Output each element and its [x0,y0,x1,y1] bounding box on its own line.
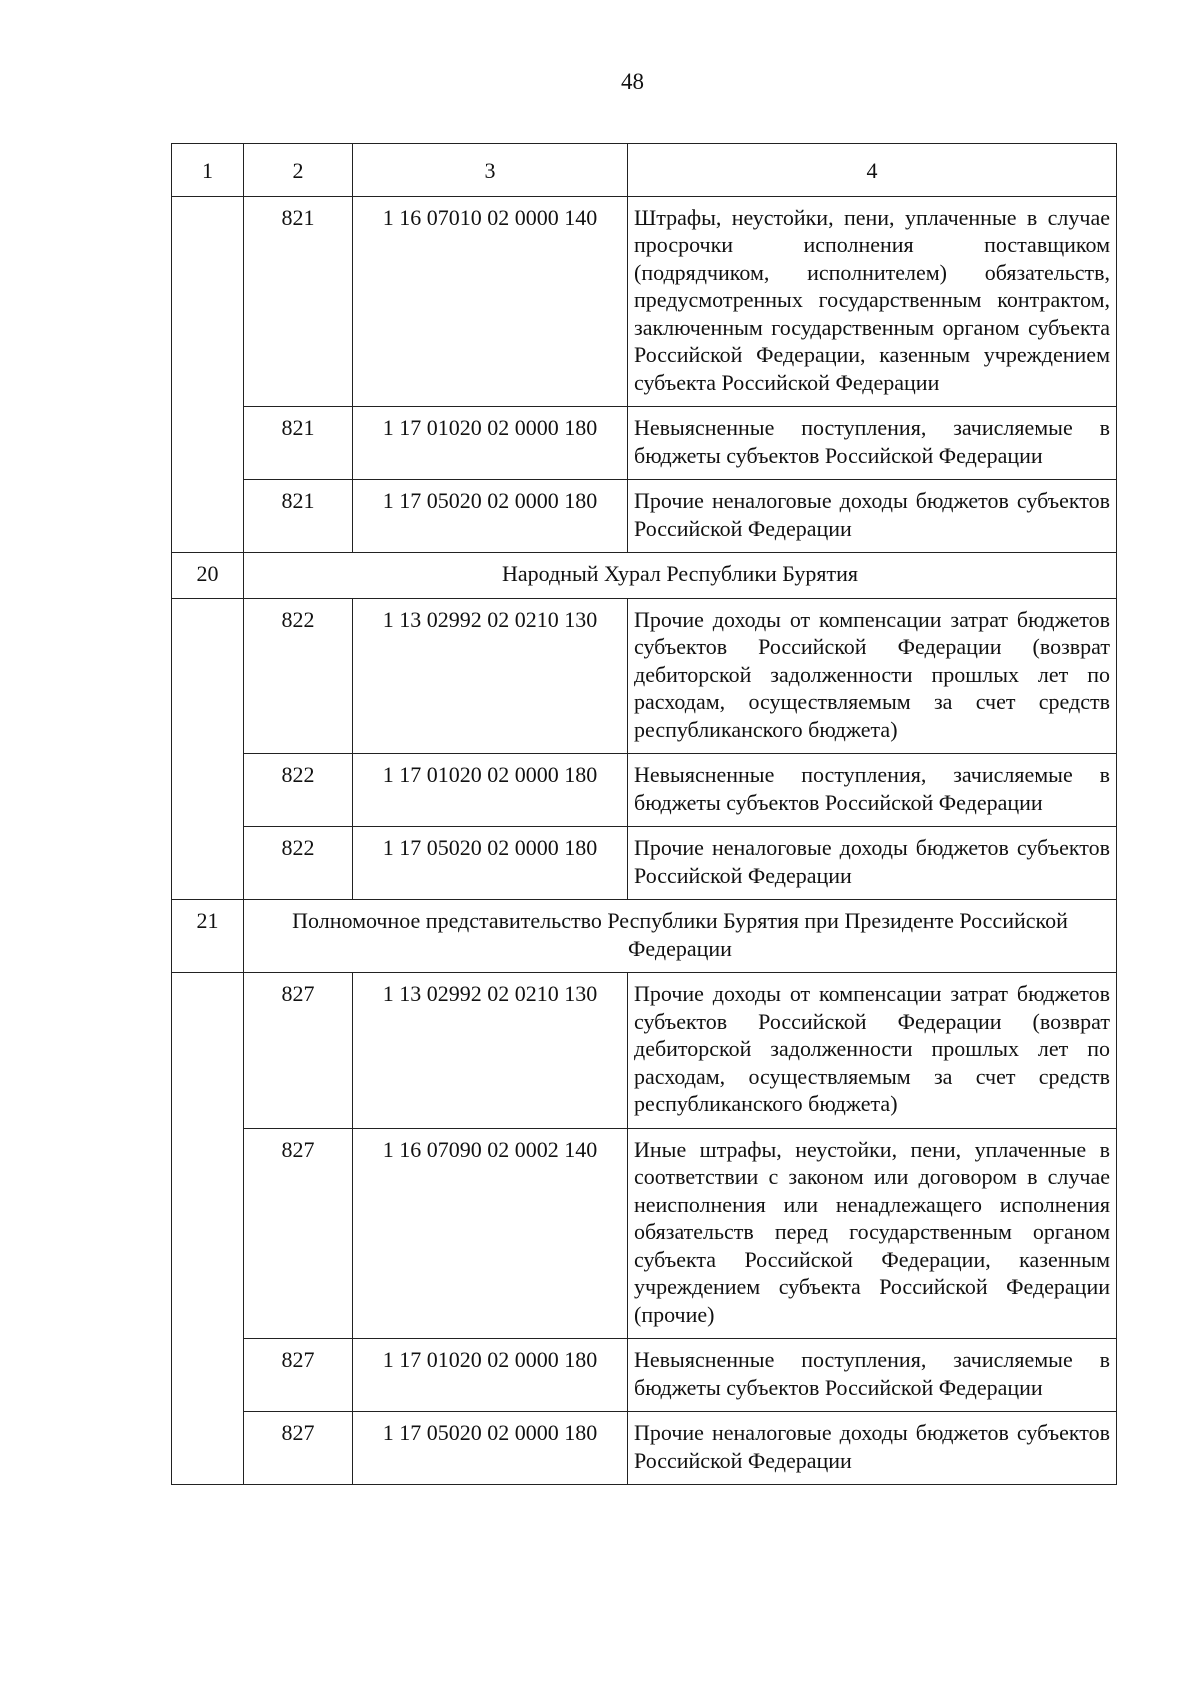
revenue-description-cell: Прочие доходы от компенсации затрат бюджетов субъектов Российской Федерации (возврат дебиторской задолженности прошлых лет по расходам, осуществляемым за счет средств республиканского бюджета) [628,598,1117,754]
table-row [172,196,1117,407]
header-row [172,144,1117,197]
admin-code-cell: 822 [244,598,353,754]
org-section-row [172,553,1117,599]
revenue-code-cell: 1 17 01020 02 0000 180 [353,754,628,827]
table-row [172,973,1117,1129]
revenue-description-cell: Невыясненные поступления, зачисляемые в бюджеты субъектов Российской Федерации [628,1339,1117,1412]
header-cell-2: 2 [244,144,353,197]
revenue-code-cell: 1 13 02992 02 0210 130 [353,598,628,754]
revenue-code-cell: 1 13 02992 02 0210 130 [353,973,628,1129]
admin-code-cell: 827 [244,973,353,1129]
revenue-code-cell: 1 17 01020 02 0000 180 [353,407,628,480]
organization-name: Народный Хурал Республики Бурятия [244,553,1117,599]
table-row [172,480,1117,553]
header-cell-1: 1 [172,144,244,197]
section-number: 20 [172,553,244,599]
admin-code-cell: 827 [244,1412,353,1485]
revenue-description-cell: Прочие доходы от компенсации затрат бюджетов субъектов Российской Федерации (возврат дебиторской задолженности прошлых лет по расходам, осуществляемым за счет средств республиканского бюджета) [628,973,1117,1129]
revenue-description-cell: Невыясненные поступления, зачисляемые в бюджеты субъектов Российской Федерации [628,754,1117,827]
table-row [172,754,1117,827]
org-section-row [172,900,1117,973]
revenue-description-cell: Прочие неналоговые доходы бюджетов субъектов Российской Федерации [628,1412,1117,1485]
revenue-code-cell: 1 17 05020 02 0000 180 [353,1412,628,1485]
admin-code-cell: 822 [244,827,353,900]
admin-code-cell: 827 [244,1339,353,1412]
admin-code-cell: 827 [244,1128,353,1339]
admin-code-cell: 821 [244,196,353,407]
revenue-code-cell: 1 17 05020 02 0000 180 [353,827,628,900]
revenue-description-cell: Прочие неналоговые доходы бюджетов субъектов Российской Федерации [628,480,1117,553]
revenue-description-cell: Штрафы, неустойки, пени, уплаченные в случае просрочки исполнения поставщиком (подрядчиком, исполнителем) обязательств, предусмотренных государственным контрактом, заключенным государственным органом субъекта Российской Федерации, казенным учреждением субъекта Российской Федерации [628,196,1117,407]
table-row [172,1339,1117,1412]
table-body [172,144,1117,1485]
table-row [172,1412,1117,1485]
revenue-description-cell: Прочие неналоговые доходы бюджетов субъектов Российской Федерации [628,827,1117,900]
admin-code-cell: 822 [244,754,353,827]
table-row [172,598,1117,754]
page-number: 48 [621,69,644,94]
header-cell-4: 4 [628,144,1117,197]
table-row [172,407,1117,480]
revenue-description-cell: Иные штрафы, неустойки, пени, уплаченные в соответствии с законом или договором в случае неисполнения или ненадлежащего исполнения обязательств перед государственным органом субъекта Российской Федерации, казенным учреждением субъекта Российской Федерации (прочие) [628,1128,1117,1339]
header-cell-3: 3 [353,144,628,197]
table-row [172,827,1117,900]
organization-name: Полномочное представительство Республики Бурятия при Президенте Российской Федерации [244,900,1117,973]
revenue-description-cell: Невыясненные поступления, зачисляемые в бюджеты субъектов Российской Федерации [628,407,1117,480]
admin-code-cell: 821 [244,407,353,480]
revenue-code-cell: 1 17 05020 02 0000 180 [353,480,628,553]
empty-number-cell [172,598,244,900]
empty-number-cell [172,973,244,1485]
section-number: 21 [172,900,244,973]
revenue-code-cell: 1 17 01020 02 0000 180 [353,1339,628,1412]
empty-number-cell [172,196,244,553]
revenue-code-cell: 1 16 07090 02 0002 140 [353,1128,628,1339]
revenue-code-cell: 1 16 07010 02 0000 140 [353,196,628,407]
revenue-codes-table [171,143,1117,1485]
admin-code-cell: 821 [244,480,353,553]
table-row [172,1128,1117,1339]
